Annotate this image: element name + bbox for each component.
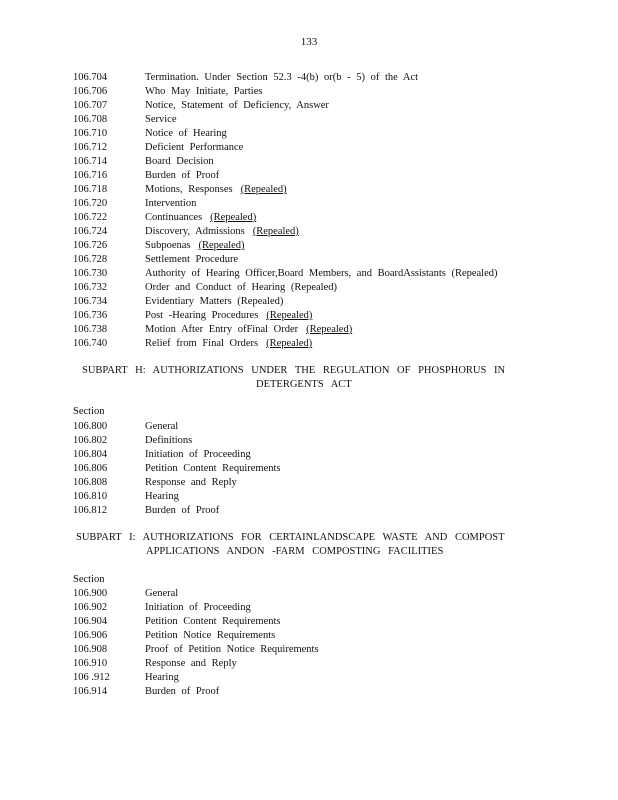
toc-entry — [73, 141, 543, 155]
section-title: Intervention — [145, 198, 197, 209]
section-number: 106.724 — [73, 226, 108, 237]
section-title: Response and Reply — [145, 477, 237, 488]
section-number: 106.904 — [73, 616, 108, 627]
section-title: Response and Reply — [145, 658, 237, 669]
section-title: Hearing — [145, 491, 179, 502]
section-number: 106.800 — [73, 421, 108, 432]
section-number: 106.802 — [73, 435, 108, 446]
section-number: 106.716 — [73, 170, 108, 181]
toc-entry — [73, 615, 543, 629]
section-title: Petition Content Requirements — [145, 463, 281, 474]
section-number: 106.732 — [73, 282, 108, 293]
section-number: 106.906 — [73, 630, 108, 641]
section-title: Hearing — [145, 672, 179, 683]
section-number: 106.812 — [73, 505, 108, 516]
section-title: Continuances — [145, 212, 203, 223]
section-number: 106.712 — [73, 142, 108, 153]
toc-entry — [73, 476, 543, 490]
section-title: Order and Conduct of Hearing (Repealed) — [145, 282, 337, 293]
section-number: 106.736 — [73, 310, 108, 321]
toc-entry — [73, 490, 543, 504]
toc-entry — [73, 434, 543, 448]
repealed-label: (Repealed) — [240, 184, 287, 195]
repealed-label: (Repealed) — [210, 212, 257, 223]
section-title: Burden of Proof — [145, 170, 220, 181]
section-number: 106.740 — [73, 338, 108, 349]
section-title: Settlement Procedure — [145, 254, 239, 265]
subpart-h-heading-line2: DETERGENTS ACT — [256, 379, 352, 390]
repealed-label: (Repealed) — [252, 226, 299, 237]
section-number: 106.914 — [73, 686, 108, 697]
section-number: 106.706 — [73, 86, 108, 97]
toc-entry — [73, 295, 543, 309]
section-title: Burden of Proof — [145, 505, 220, 516]
section-number: 106.910 — [73, 658, 108, 669]
section-title: Who May Initiate, Parties — [145, 86, 263, 97]
subpart-i-section-label: Section — [73, 574, 105, 585]
section-number: 106.704 — [73, 72, 108, 83]
section-title: Service — [145, 114, 177, 125]
subpart-i-heading — [76, 531, 505, 559]
toc-entry — [73, 197, 543, 211]
repealed-label: (Repealed) — [198, 240, 245, 251]
section-number: 106.708 — [73, 114, 108, 125]
toc-entry — [73, 657, 543, 671]
toc-entry — [73, 267, 543, 281]
section-number: 106.804 — [73, 449, 108, 460]
toc-entry — [73, 504, 543, 518]
page-number: 133 — [300, 36, 318, 48]
section-number: 106.902 — [73, 602, 108, 613]
repealed-label: (Repealed) — [306, 324, 353, 335]
section-title: Burden of Proof — [145, 686, 220, 697]
section-title: Motions, Responses — [145, 184, 233, 195]
section-title: Notice of Hearing — [145, 128, 227, 139]
section-title: Authority of Hearing Officer,Board Members, and BoardAssistants (Repealed) — [145, 268, 498, 279]
subpart-i-heading-line1: SUBPART I: AUTHORIZATIONS FOR CERTAINLANDSCAPE WASTE AND COMPOST — [76, 532, 505, 543]
toc-entry — [73, 337, 543, 351]
section-number: 106.720 — [73, 198, 108, 209]
toc-entry — [73, 225, 543, 239]
section-number: 106.710 — [73, 128, 108, 139]
section-title: Board Decision — [145, 156, 214, 167]
toc-entry — [73, 155, 543, 169]
toc-entry — [73, 587, 543, 601]
section-title: Relief from Final Orders — [145, 338, 259, 349]
section-number: 106.714 — [73, 156, 108, 167]
section-title: Initiation of Proceeding — [145, 602, 251, 613]
section-number: 106.728 — [73, 254, 108, 265]
section-title: Initiation of Proceeding — [145, 449, 251, 460]
subpart-i-heading-line2: APPLICATIONS ANDON -FARM COMPOSTING FACILITIES — [146, 546, 444, 557]
repealed-label: (Repealed) — [266, 338, 313, 349]
section-number: 106.810 — [73, 491, 108, 502]
toc-entry — [73, 85, 543, 99]
section-number: 106.718 — [73, 184, 108, 195]
toc-entry — [73, 183, 543, 197]
toc-entry — [73, 113, 543, 127]
toc-entry — [73, 629, 543, 643]
section-number: 106.738 — [73, 324, 108, 335]
section-title: Deficient Performance — [145, 142, 244, 153]
section-number: 106 .912 — [73, 672, 110, 683]
section-title: Motion After Entry ofFinal Order — [145, 324, 299, 335]
toc-entry — [73, 309, 543, 323]
toc-entry — [73, 685, 543, 699]
section-title: Petition Content Requirements — [145, 616, 281, 627]
toc-entry — [73, 239, 543, 253]
toc-entry — [73, 420, 543, 434]
toc-entry — [73, 601, 543, 615]
section-title: Evidentiary Matters (Repealed) — [145, 296, 284, 307]
subpart-g-entry-list — [73, 71, 543, 351]
section-title: Proof of Petition Notice Requirements — [145, 644, 319, 655]
subpart-h-entry-list — [73, 420, 543, 518]
toc-entry — [73, 99, 543, 113]
toc-entry — [73, 643, 543, 657]
section-number: 106.900 — [73, 588, 108, 599]
section-number: 106.726 — [73, 240, 108, 251]
toc-entry — [73, 448, 543, 462]
section-title: Post -Hearing Procedures — [145, 310, 259, 321]
section-number: 106.707 — [73, 100, 108, 111]
section-number: 106.908 — [73, 644, 108, 655]
subpart-h-heading — [82, 364, 505, 392]
toc-entry — [73, 281, 543, 295]
toc-entry — [73, 127, 543, 141]
repealed-label: (Repealed) — [266, 310, 313, 321]
section-number: 106.730 — [73, 268, 108, 279]
section-title: General — [145, 588, 179, 599]
subpart-h-heading-line1: SUBPART H: AUTHORIZATIONS UNDER THE REGULATION OF PHOSPHORUS IN — [82, 365, 506, 376]
toc-entry — [73, 169, 543, 183]
section-title: Petition Notice Requirements — [145, 630, 276, 641]
section-number: 106.722 — [73, 212, 108, 223]
section-number: 106.806 — [73, 463, 108, 474]
section-title: Subpoenas — [145, 240, 191, 251]
section-title: Discovery, Admissions — [145, 226, 245, 237]
toc-entry — [73, 71, 543, 85]
toc-entry — [73, 253, 543, 267]
toc-entry — [73, 671, 543, 685]
toc-entry — [73, 323, 543, 337]
section-title: Termination. Under Section 52.3 -4(b) or(b - 5) of the Act — [145, 72, 419, 83]
subpart-h-section-label: Section — [73, 406, 105, 417]
toc-entry — [73, 462, 543, 476]
section-title: Notice, Statement of Deficiency, Answer — [145, 100, 329, 111]
section-title: General — [145, 421, 179, 432]
subpart-i-entry-list — [73, 587, 543, 699]
section-title: Definitions — [145, 435, 193, 446]
toc-entry — [73, 211, 543, 225]
section-number: 106.734 — [73, 296, 108, 307]
section-number: 106.808 — [73, 477, 108, 488]
